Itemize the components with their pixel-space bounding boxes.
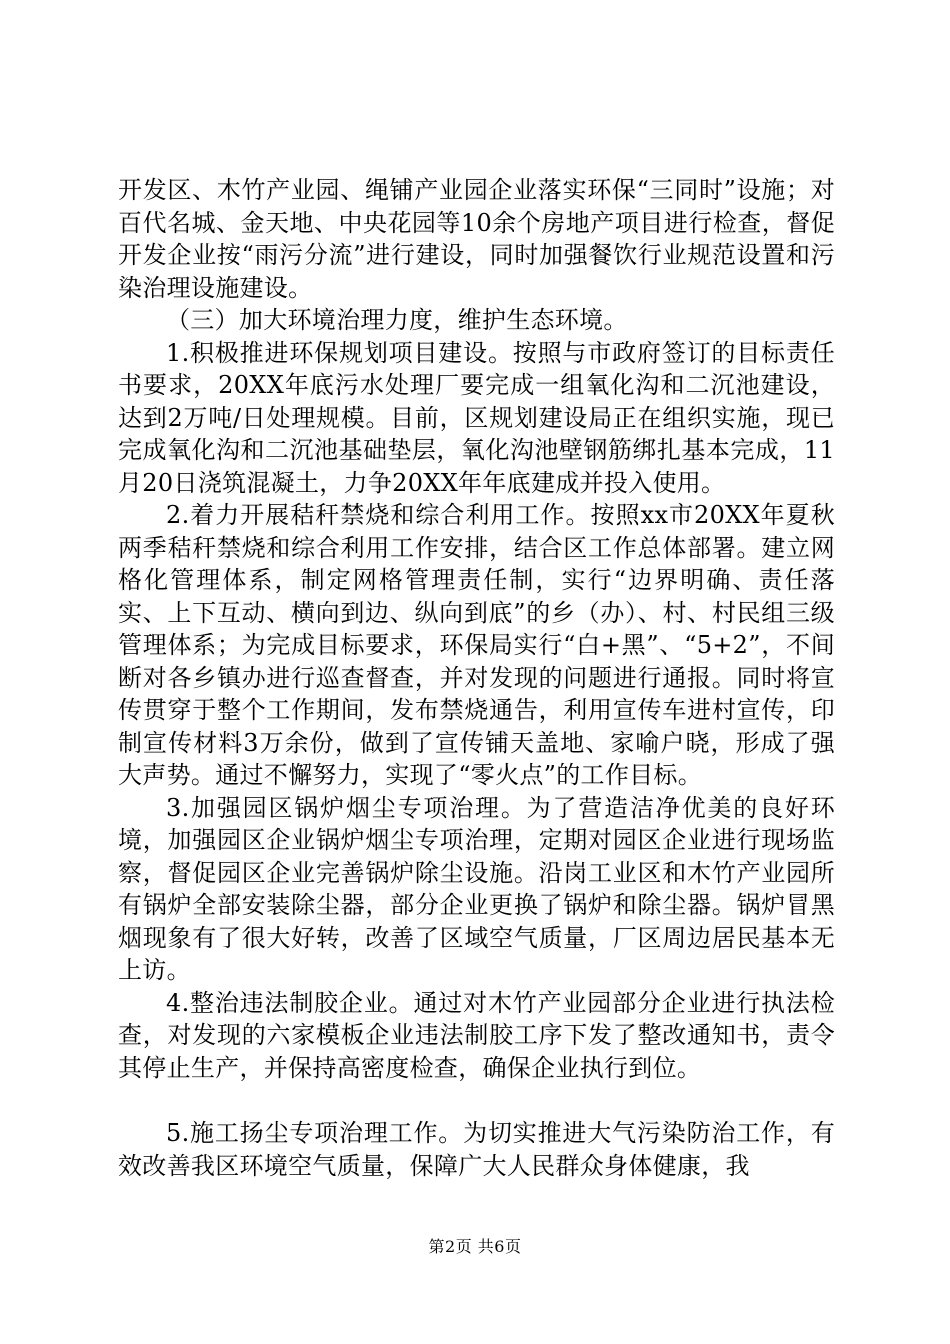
paragraph-item-3: 3.加强园区锅炉烟尘专项治理。为了营造洁净优美的良好环境，加强园区企业锅炉烟尘专项治理，定期对园区企业进行现场监察，督促园区企业完善锅炉除尘设施。沿岗工业区和木竹产业园所有锅炉全部安装除尘器，部分企业更换了锅炉和除尘器。锅炉冒黑烟现象有了很大好转，改善了区域空气质量，厂区周边居民基本无上访。 xyxy=(118,793,835,984)
page-number-footer: 第2页 共6页 xyxy=(428,1237,522,1256)
paragraph-item-4: 4.整治违法制胶企业。通过对木竹产业园部分企业进行执法检查，对发现的六家模板企业违法制胶工序下发了整改通知书，责令其停止生产，并保持高密度检查，确保企业执行到位。 xyxy=(118,988,835,1082)
paragraph-continuation: 开发区、木竹产业园、绳铺产业园企业落实环保“三同时”设施；对百代名城、金天地、中央花园等10余个房地产项目进行检查，督促开发企业按“雨污分流”进行建设，同时加强餐饮行业规范设置和污染治理设施建设。 xyxy=(118,176,835,302)
paragraph-item-1: 1.积极推进环保规划项目建设。按照与市政府签订的目标责任书要求，20XX年底污水处理厂要完成一组氧化沟和二沉池建设，达到2万吨/日处理规模。目前，区规划建设局正在组织实施，现已完成氧化沟和二沉池基础垫层，氧化沟池壁钢筋绑扎基本完成，11月20日浇筑混凝土，力争20XX年年底建成并投入使用。 xyxy=(118,338,835,497)
paragraph-item-5: 5.施工扬尘专项治理工作。为切实推进大气污染防治工作，有效改善我区环境空气质量，保障广大人民群众身体健康，我 xyxy=(118,1119,835,1180)
paragraph-item-2: 2.着力开展秸秆禁烧和综合利用工作。按照xx市20XX年夏秋两季秸秆禁烧和综合利用工作安排，结合区工作总体部署。建立网格化管理体系，制定网格管理责任制，实行“边界明确、责任落实、上下互动、横向到边、纵向到底”的乡（办）、村、村民组三级管理体系；为完成目标要求，环保局实行“白+黑”、“5+2”，不间断对各乡镇办进行巡查督查，并对发现的问题进行通报。同时将宣传贯穿于整个工作期间，发布禁烧通告，利用宣传车进村宣传，印制宣传材料3万余份，做到了宣传铺天盖地、家喻户晓，形成了强大声势。通过不懈努力，实现了“零火点”的工作目标。 xyxy=(118,501,835,789)
section-heading: （三）加大环境治理力度，维护生态环境。 xyxy=(166,306,628,334)
document-body xyxy=(118,174,835,1182)
